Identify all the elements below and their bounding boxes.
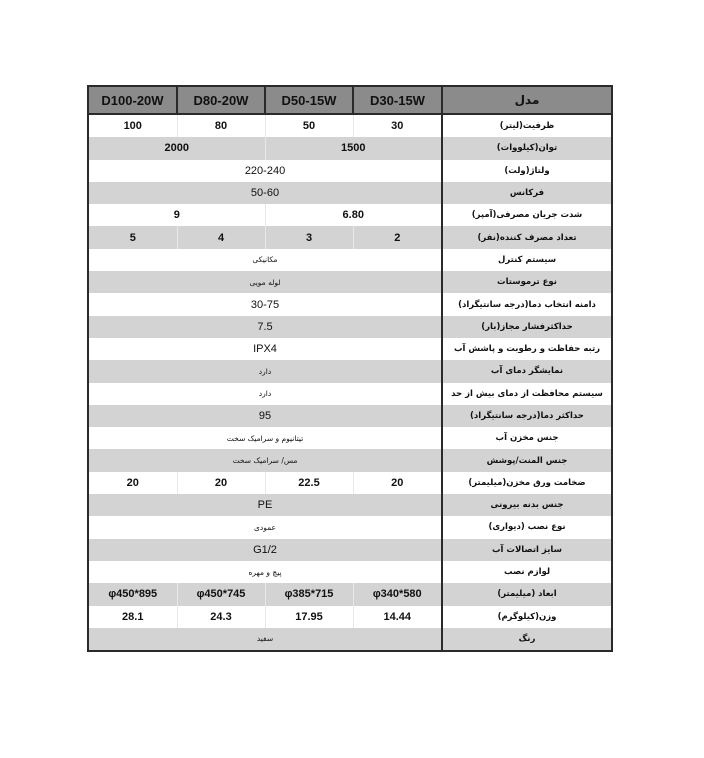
spec-row — [88, 360, 612, 382]
spec-row — [88, 383, 612, 405]
spec-value: 22.5 — [265, 472, 353, 494]
spec-body — [88, 114, 612, 651]
spec-label: نمایشگر دمای آب — [442, 360, 612, 382]
spec-value: 3 — [265, 226, 353, 248]
spec-value: مکانیکی — [88, 249, 442, 271]
spec-label: ولتاژ(ولت) — [442, 160, 612, 182]
spec-value: 24.3 — [177, 606, 265, 628]
spec-value: 95 — [88, 405, 442, 427]
model-header-d100: D100-20W — [88, 86, 177, 114]
model-header-d30: D30-15W — [353, 86, 442, 114]
spec-value: PE — [88, 494, 442, 516]
spec-label: جنس مخزن آب — [442, 427, 612, 449]
spec-value: لوله مویی — [88, 271, 442, 293]
spec-value: 80 — [177, 114, 265, 137]
spec-row — [88, 249, 612, 271]
spec-label: جنس بدنه بیرونی — [442, 494, 612, 516]
spec-value: 220-240 — [88, 160, 442, 182]
spec-row — [88, 204, 612, 226]
spec-value: مس/ سرامیک سخت — [88, 449, 442, 471]
spec-label: سیستم کنترل — [442, 249, 612, 271]
spec-value: IPX4 — [88, 338, 442, 360]
spec-value: 50 — [265, 114, 353, 137]
spec-row — [88, 338, 612, 360]
spec-row — [88, 182, 612, 204]
spec-value: تیتانیوم و سرامیک سخت — [88, 427, 442, 449]
spec-label: نوع نصب (دیواری) — [442, 516, 612, 538]
spec-value: عمودی — [88, 516, 442, 538]
spec-label: حداکثر دما(درجه سانتیگراد) — [442, 405, 612, 427]
spec-value: 28.1 — [88, 606, 177, 628]
spec-label: نوع ترموستات — [442, 271, 612, 293]
spec-label: ابعاد (میلیمتر) — [442, 583, 612, 605]
spec-row — [88, 583, 612, 605]
spec-value: سفید — [88, 628, 442, 651]
spec-label: توان(کیلووات) — [442, 137, 612, 159]
spec-value: 5 — [88, 226, 177, 248]
spec-row — [88, 516, 612, 538]
spec-value: 2 — [353, 226, 442, 248]
spec-value: 20 — [353, 472, 442, 494]
model-header-d80: D80-20W — [177, 86, 265, 114]
spec-value: φ450*895 — [88, 583, 177, 605]
spec-value: 14.44 — [353, 606, 442, 628]
spec-value: φ385*715 — [265, 583, 353, 605]
spec-value: دارد — [88, 360, 442, 382]
spec-label: رتبه حفاظت و رطوبت و پاشش آب — [442, 338, 612, 360]
spec-label: لوازم نصب — [442, 561, 612, 583]
spec-row — [88, 271, 612, 293]
spec-label: سیستم محافظت از دمای بیش از حد — [442, 383, 612, 405]
spec-label: حداکثرفشار مجاز(بار) — [442, 316, 612, 338]
spec-value: 100 — [88, 114, 177, 137]
spec-label: رنگ — [442, 628, 612, 651]
spec-value: 6.80 — [265, 204, 442, 226]
spec-value: 30-75 — [88, 293, 442, 315]
spec-row — [88, 539, 612, 561]
spec-value: 9 — [88, 204, 265, 226]
spec-value: 7.5 — [88, 316, 442, 338]
spec-value: 17.95 — [265, 606, 353, 628]
spec-value: φ450*745 — [177, 583, 265, 605]
spec-row — [88, 293, 612, 315]
spec-row — [88, 472, 612, 494]
spec-value: 20 — [177, 472, 265, 494]
model-label-header: مدل — [442, 86, 612, 114]
model-header-d50: D50-15W — [265, 86, 353, 114]
spec-value: φ340*580 — [353, 583, 442, 605]
spec-value: دارد — [88, 383, 442, 405]
spec-row — [88, 427, 612, 449]
spec-label: فرکانس — [442, 182, 612, 204]
spec-value: 2000 — [88, 137, 265, 159]
spec-value: 4 — [177, 226, 265, 248]
header-row — [88, 86, 612, 114]
spec-row — [88, 160, 612, 182]
spec-label: ضخامت ورق مخزن(میلیمتر) — [442, 472, 612, 494]
spec-value: 50-60 — [88, 182, 442, 204]
spec-label: شدت جریان مصرفی(آمپر) — [442, 204, 612, 226]
spec-row — [88, 449, 612, 471]
spec-label: ظرفیت(لیتر) — [442, 114, 612, 137]
spec-value: 30 — [353, 114, 442, 137]
spec-label: تعداد مصرف کننده(نفر) — [442, 226, 612, 248]
spec-row — [88, 628, 612, 651]
spec-row — [88, 226, 612, 248]
spec-value: پیچ و مهره — [88, 561, 442, 583]
spec-row — [88, 405, 612, 427]
spec-row — [88, 316, 612, 338]
spec-row — [88, 114, 612, 137]
spec-label: جنس المنت/پوشش — [442, 449, 612, 471]
spec-label: وزن(کیلوگرم) — [442, 606, 612, 628]
spec-row — [88, 494, 612, 516]
spec-value: 1500 — [265, 137, 442, 159]
spec-row — [88, 137, 612, 159]
spec-label: سایز اتصالات آب — [442, 539, 612, 561]
spec-label: دامنه انتخاب دما(درجه سانتیگراد) — [442, 293, 612, 315]
spec-value: G1/2 — [88, 539, 442, 561]
spec-value: 20 — [88, 472, 177, 494]
spec-row — [88, 606, 612, 628]
spec-table — [87, 85, 613, 652]
spec-row — [88, 561, 612, 583]
